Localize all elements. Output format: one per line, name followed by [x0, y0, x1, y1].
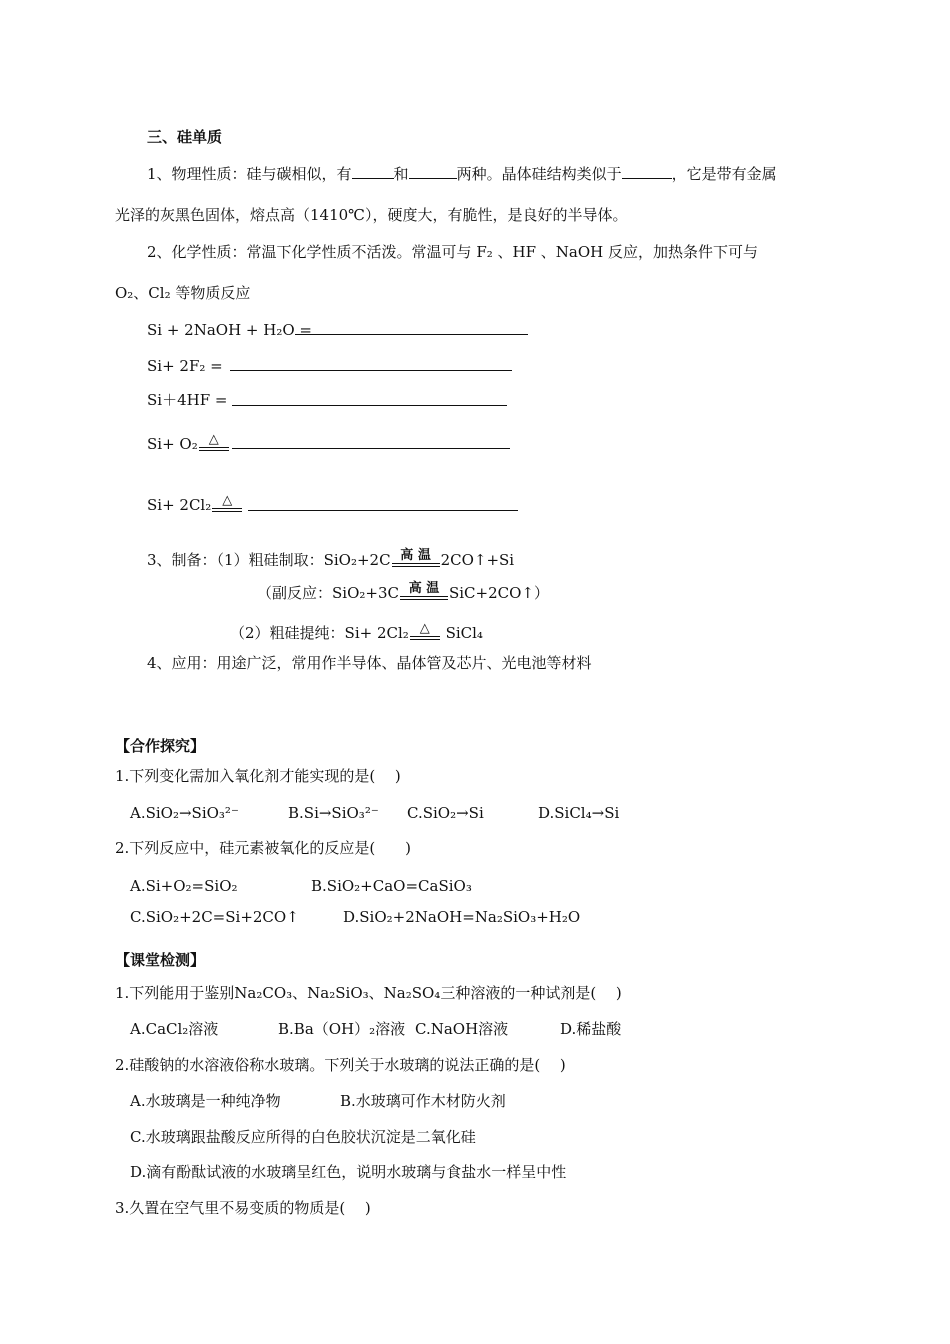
- option-d[interactable]: D.稀盐酸: [560, 1020, 622, 1038]
- answer-line[interactable]: [295, 334, 528, 335]
- check-title: 【课堂检测】: [115, 951, 206, 969]
- option-a[interactable]: A.CaCl₂溶液: [130, 1020, 219, 1038]
- answer-line[interactable]: [232, 405, 507, 406]
- heat-triangle-icon: △: [208, 432, 219, 447]
- heating-condition: [199, 433, 229, 451]
- answer-line[interactable]: [230, 370, 512, 371]
- application-paragraph: 4、应用：用途广泛，常用作半导体、晶体管及芯片、光电池等材料: [147, 654, 592, 672]
- high-temp-condition: 高 温: [400, 582, 448, 600]
- question: 1.下列能用于鉴别Na₂CO₃、Na₂SiO₃、Na₂SO₄三种溶液的一种试剂是( ): [115, 984, 622, 1002]
- heating-condition: [410, 622, 440, 640]
- option-c[interactable]: C.水玻璃跟盐酸反应所得的白色胶状沉淀是二氧化硅: [130, 1128, 476, 1146]
- answer-line[interactable]: [248, 510, 518, 511]
- question: 2.下列反应中，硅元素被氧化的反应是( ): [115, 839, 412, 857]
- heat-triangle-icon: △: [222, 493, 233, 508]
- paragraph-line: O₂、Cl₂ 等物质反应: [115, 284, 251, 302]
- option-b[interactable]: B.SiO₂+CaO=CaSiO₃: [311, 877, 472, 895]
- heating-condition: [212, 494, 242, 512]
- equation-5: Si+ 2Cl₂ △: [147, 494, 243, 515]
- preparation-line-2: （2）粗硅提纯：Si+ 2Cl₂ △ SiCl₄: [230, 621, 483, 642]
- high-temp-condition: 高 温: [392, 549, 440, 567]
- equation-4: Si+ O₂ △: [147, 433, 230, 454]
- option-b[interactable]: B.Ba（OH）₂溶液: [278, 1020, 406, 1038]
- equation-2: Si+ 2F₂ =: [147, 357, 223, 375]
- equation-1: Si + 2NaOH + H₂O =: [147, 321, 312, 339]
- option-c[interactable]: C.NaOH溶液: [415, 1020, 509, 1038]
- option-a[interactable]: A.水玻璃是一种纯净物: [130, 1092, 281, 1110]
- option-b[interactable]: B.Si→SiO₃²⁻: [288, 804, 379, 822]
- option-d[interactable]: D.SiO₂+2NaOH=Na₂SiO₃+H₂O: [343, 908, 581, 926]
- preparation-line-1: 3、制备：（1）粗硅制取：SiO₂+2C 高 温 2CO↑+Si: [147, 548, 515, 569]
- option-c[interactable]: C.SiO₂→Si: [407, 804, 484, 822]
- preparation-side-reaction: （副反应：SiO₂+3C 高 温 SiC+2CO↑）: [257, 581, 549, 602]
- option-d[interactable]: D.SiCl₄→Si: [538, 804, 620, 822]
- equation-3: Si＋4HF =: [147, 391, 228, 409]
- coop-title: 【合作探究】: [115, 737, 206, 755]
- paragraph-chemical-properties: 2、化学性质：常温下化学性质不活泼。常温可与 F₂ 、HF 、NaOH 反应，加热条件下可与: [147, 243, 758, 261]
- section-title: 三、硅单质: [147, 128, 223, 146]
- heat-triangle-icon: △: [419, 621, 430, 636]
- fill-blank[interactable]: [409, 164, 457, 179]
- question: 2.硅酸钠的水溶液俗称水玻璃。下列关于水玻璃的说法正确的是( ): [115, 1056, 566, 1074]
- option-a[interactable]: A.SiO₂→SiO₃²⁻: [130, 804, 239, 822]
- option-a[interactable]: A.Si+O₂=SiO₂: [130, 877, 238, 895]
- answer-line[interactable]: [232, 448, 510, 449]
- question: 3.久置在空气里不易变质的物质是( ): [115, 1199, 371, 1217]
- option-b[interactable]: B.水玻璃可作木材防火剂: [340, 1092, 506, 1110]
- option-d[interactable]: D.滴有酚酞试液的水玻璃呈红色，说明水玻璃与食盐水一样呈中性: [130, 1163, 567, 1181]
- option-c[interactable]: C.SiO₂+2C=Si+2CO↑: [130, 908, 299, 926]
- fill-blank[interactable]: [352, 164, 394, 179]
- paragraph-physical-properties: 1、物理性质：硅与碳相似，有 和 两种。晶体硅结构类似于 ，它是带有金属: [147, 165, 777, 183]
- paragraph-line: 光泽的灰黑色固体，熔点高（1410℃），硬度大，有脆性，是良好的半导体。: [115, 206, 628, 224]
- question: 1.下列变化需加入氧化剂才能实现的是( ): [115, 767, 401, 785]
- fill-blank[interactable]: [622, 164, 672, 179]
